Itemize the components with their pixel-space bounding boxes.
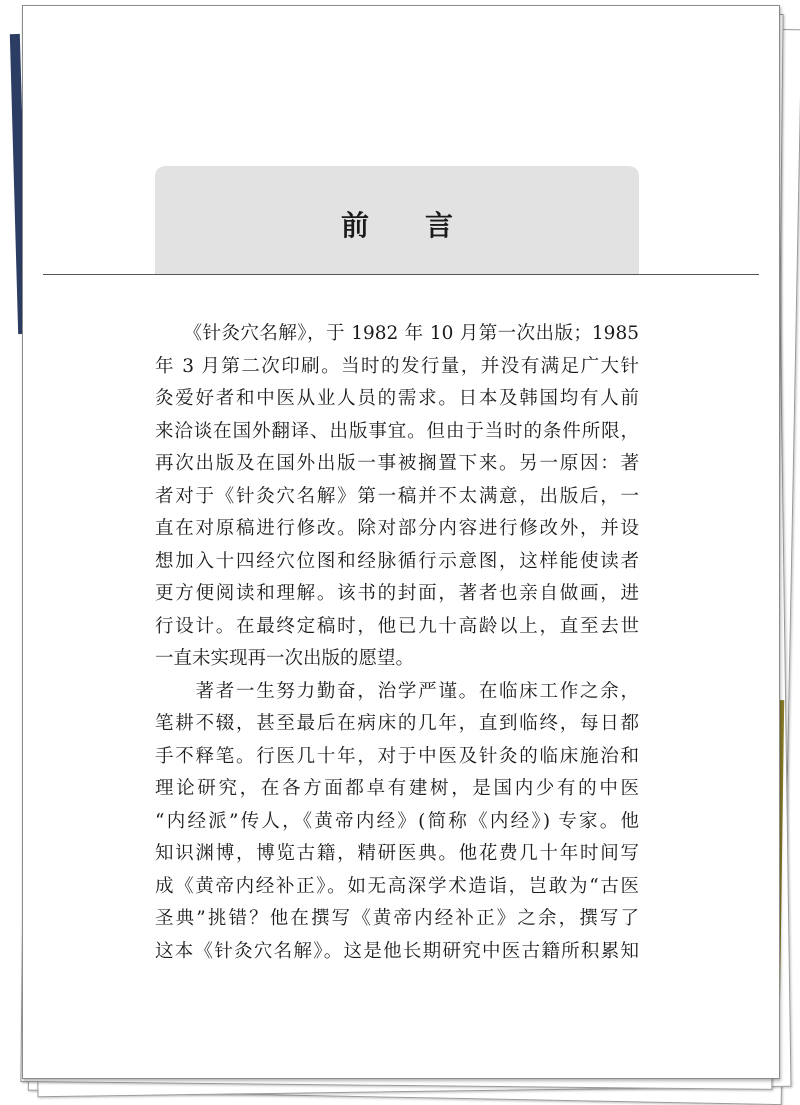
text-line: 成《黄帝内经补正》。如无高深学术造诣，岂敢为“古医 bbox=[155, 875, 639, 897]
text-line: 者对于《针灸穴名解》第一稿并不太满意，出版后，一 bbox=[155, 485, 639, 507]
text-line: 笔耕不辍，甚至最后在病床的几年，直到临终，每日都 bbox=[155, 713, 639, 734]
text-line: 圣典”挑错？他在撰写《黄帝内经补正》之余，撰写了 bbox=[155, 908, 639, 929]
page-title: 前言 bbox=[340, 209, 509, 242]
heading-divider bbox=[43, 274, 759, 275]
heading-banner bbox=[155, 166, 639, 274]
paragraph bbox=[155, 318, 639, 676]
text-line: 直在对原稿进行修改。除对部分内容进行修改外，并设 bbox=[155, 518, 639, 539]
text-line: 《针灸穴名解》，于 1982 年 10 月第一次出版；1985 bbox=[155, 323, 639, 344]
text-line: 这本《针灸穴名解》。这是他长期研究中医古籍所积累知 bbox=[155, 940, 639, 962]
text-line: 再次出版及在国外出版一事被搁置下来。另一原因：著 bbox=[155, 453, 639, 474]
text-line: “内经派”传人，《黄帝内经》(简称《内经》) 专家。他 bbox=[155, 810, 639, 832]
text-line: 理论研究，在各方面都卓有建树，是国内少有的中医 bbox=[155, 778, 639, 799]
text-line: 手不释笔。行医几十年，对于中医及针灸的临床施治和 bbox=[155, 745, 639, 767]
text-line: 灸爱好者和中医从业人员的需求。日本及韩国均有人前 bbox=[155, 388, 639, 409]
text-line: 著者一生努力勤奋，治学严谨。在临床工作之余， bbox=[155, 680, 639, 702]
body-text bbox=[155, 318, 639, 968]
paragraph bbox=[155, 676, 639, 969]
text-line: 想加入十四经穴位图和经脉循行示意图，这样能使读者 bbox=[155, 550, 639, 572]
text-line: 一直未实现再一次出版的愿望。 bbox=[155, 648, 415, 669]
text-line: 知识渊博，博览古籍，精研医典。他花费几十年时间写 bbox=[155, 843, 639, 864]
text-line: 年 3 月第二次印刷。当时的发行量，并没有满足广大针 bbox=[155, 355, 639, 377]
text-line: 行设计。在最终定稿时，他已九十高龄以上，直至去世 bbox=[155, 615, 639, 637]
text-line: 更方便阅读和理解。该书的封面，著者也亲自做画，进 bbox=[155, 583, 639, 604]
text-line: 来洽谈在国外翻译、出版事宜。但由于当时的条件所限， bbox=[155, 420, 639, 442]
document-page bbox=[22, 5, 780, 1079]
